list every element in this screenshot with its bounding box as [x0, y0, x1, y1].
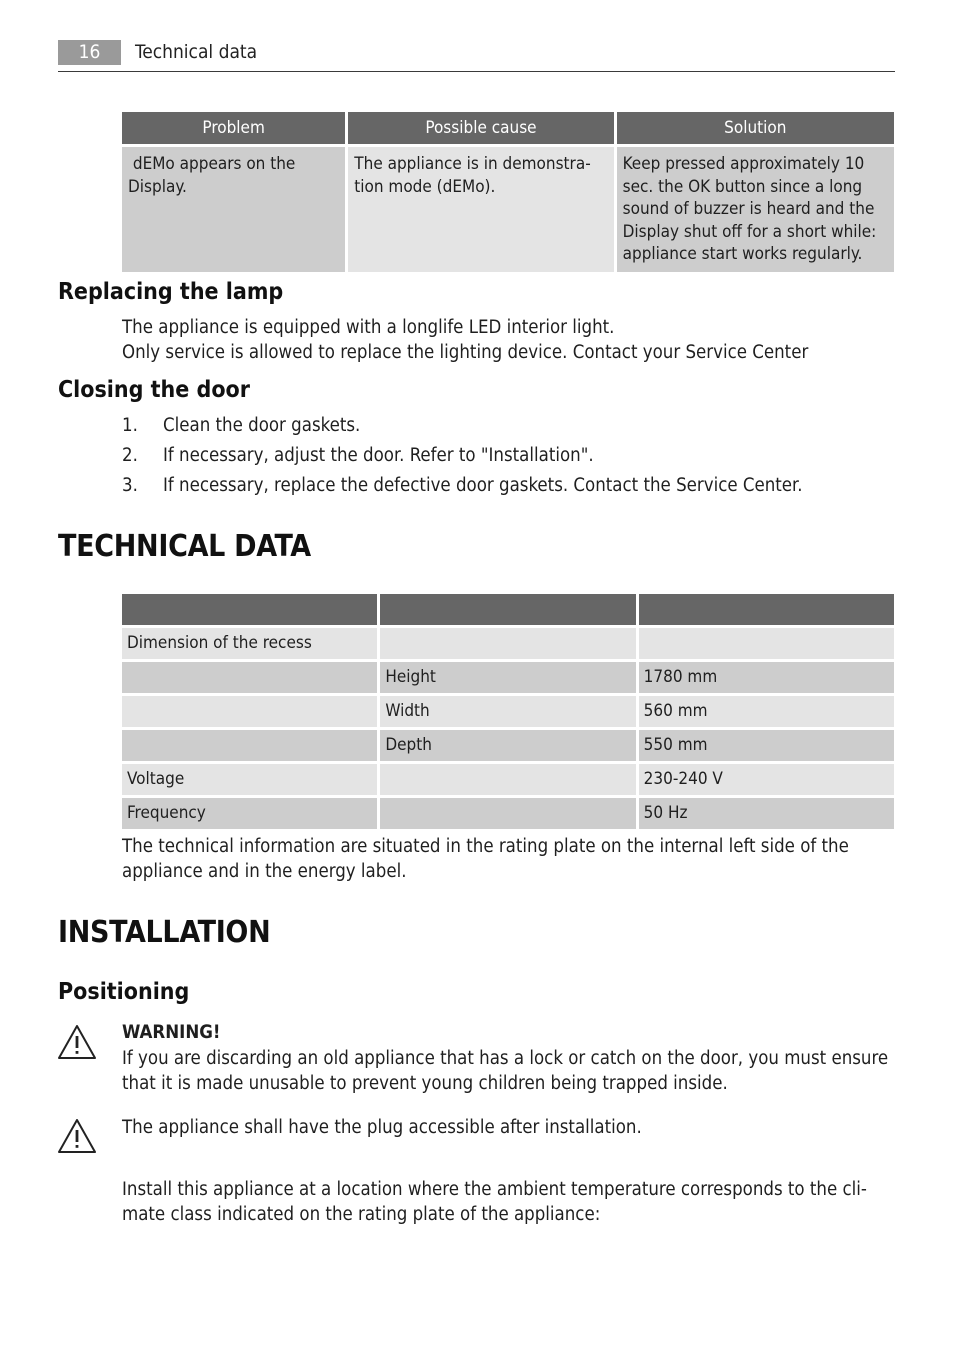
column-header-solution: Solution: [617, 112, 894, 144]
step-text: If necessary, replace the defective door gaskets. Contact the Service Center.: [163, 475, 803, 496]
warning-label: WARNING!: [122, 1022, 221, 1043]
caution-icon: [57, 1118, 97, 1154]
table-header-row: [122, 112, 894, 144]
table-cell: [122, 662, 377, 693]
table-cell: Voltage: [122, 764, 377, 795]
table-header-row: [122, 594, 894, 625]
table-row: [122, 696, 894, 727]
table-cell: [639, 628, 894, 659]
table-cell: [380, 764, 635, 795]
table-row: [122, 628, 894, 659]
table-cell: 550 mm: [639, 730, 894, 761]
technical-data-heading: TECHNICAL DATA: [58, 529, 311, 564]
table-cell: Depth: [380, 730, 635, 761]
lamp-text-line-1: The appliance is equipped with a longlife LED interior light.: [122, 317, 615, 338]
cell-solution: Keep pressed approximately 10 sec. the OK button since a long sound of buzzer is heard and the Display shut off for a short while: appliance start works regularly.: [617, 147, 894, 272]
step-number: 1.: [122, 415, 138, 436]
step-text: If necessary, adjust the door. Refer to "Installation".: [163, 445, 594, 466]
page-number: 16: [58, 40, 121, 65]
column-header-problem: Problem: [122, 112, 345, 144]
replacing-lamp-heading: Replacing the lamp: [58, 279, 284, 305]
table-cell: Width: [380, 696, 635, 727]
troubleshooting-table: [119, 109, 897, 275]
page-header: [58, 40, 895, 72]
cell-problem: dEMo appears on the Display.: [122, 147, 345, 272]
closing-door-heading: Closing the door: [58, 377, 250, 403]
table-cell: [380, 798, 635, 829]
table-row: [122, 662, 894, 693]
climate-text: Install this appliance at a location where the ambient temperature corresponds to the cli- mate class indicated on the rating plate of the appliance:: [122, 1179, 867, 1225]
table-row: [122, 147, 894, 272]
table-cell: [380, 628, 635, 659]
table-cell: 560 mm: [639, 696, 894, 727]
table-cell: Dimension of the recess: [122, 628, 377, 659]
caution-text: The appliance shall have the plug accessible after installation.: [122, 1117, 642, 1138]
table-cell: 230-240 V: [639, 764, 894, 795]
positioning-heading: Positioning: [58, 979, 190, 1005]
column-header-cause: Possible cause: [348, 112, 613, 144]
warning-icon: [57, 1024, 97, 1060]
lamp-text-line-2: Only service is allowed to replace the lighting device. Contact your Service Center: [122, 342, 809, 363]
table-cell: 50 Hz: [639, 798, 894, 829]
table-row: [122, 764, 894, 795]
table-cell: Height: [380, 662, 635, 693]
table-row: [122, 798, 894, 829]
table-cell: [122, 730, 377, 761]
technical-data-table: [119, 591, 897, 832]
step-text: Clean the door gaskets.: [163, 415, 361, 436]
table-cell: Frequency: [122, 798, 377, 829]
warning-text: If you are discarding an old appliance that has a lock or catch on the door, you must ensure that it is made unusable to prevent young children being trapped inside.: [122, 1048, 889, 1094]
cell-cause: The appliance is in demonstra- tion mode (dEMo).: [348, 147, 613, 272]
column-header: [122, 594, 377, 625]
table-cell: 1780 mm: [639, 662, 894, 693]
step-number: 2.: [122, 445, 138, 466]
table-row: [122, 730, 894, 761]
table-cell: [122, 696, 377, 727]
technical-note: The technical information are situated in the rating plate on the internal left side of the appliance and in the energy label.: [122, 836, 849, 882]
installation-heading: INSTALLATION: [58, 915, 271, 950]
column-header: [639, 594, 894, 625]
step-number: 3.: [122, 475, 138, 496]
column-header: [380, 594, 635, 625]
header-section-title: Technical data: [135, 41, 258, 63]
